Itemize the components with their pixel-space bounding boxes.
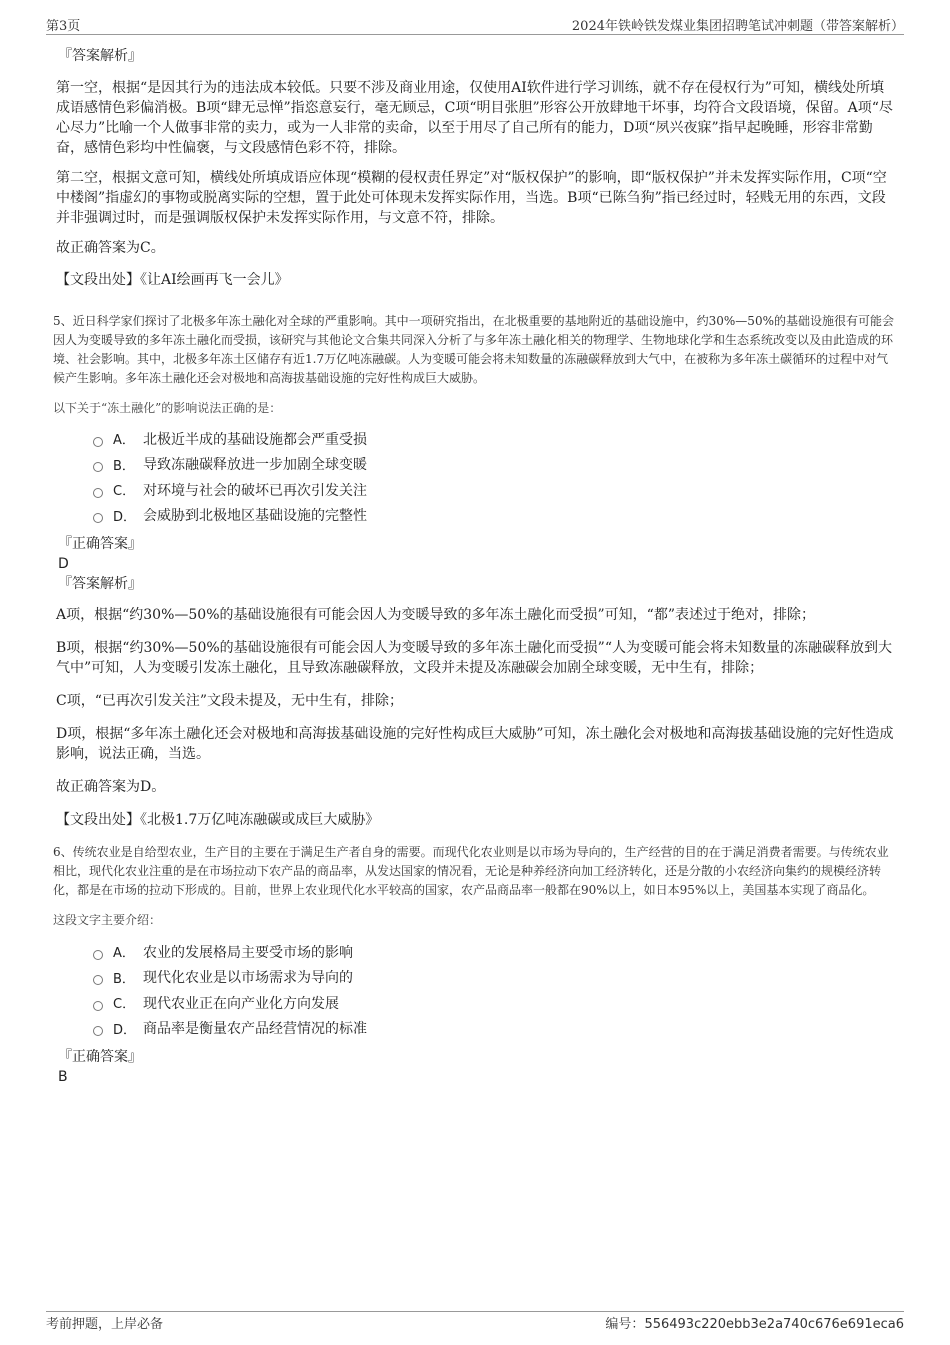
analysis-option-b: B项，根据“约30%—50%的基础设施很有可能会因人为变暖导致的多年冻土融化而受损”“人为变暖可能会将未知数量的冻融碳释放到大气中”可知，人为变暖引发冻土融化，且导致冻融碳释放，文段并未提及冻融碳会加剧全球变暖，无中生有，排除；	[56, 640, 892, 676]
analysis-conclusion: 故正确答案为D。	[56, 779, 166, 795]
option-letter: B．	[113, 971, 135, 987]
analysis-option-d: D项，根据“多年冻土融化还会对极地和高海拔基础设施的完好性构成巨大威胁”可知，冻土融化会对极地和高海拔基础设施的完好性造成影响，说法正确，当选。	[56, 726, 894, 762]
question-text: 6、传统农业是自给型农业，生产目的主要在于满足生产者自身的需要。而现代化农业则是以市场为导向的，生产经营的目的在于满足消费者需要。与传统农业相比，现代化农业注重的是在市场拉动下农产品的商品率，从发达国家的情况看，无论是种养经济向加工经济转化，还是分散的小农经济向集约的规模经济转化，都是在市场的拉动下形成的。目前，世界上农业现代化水平较高的国家，农产品商品率一般都在90%以上，如日本95%以上，美国基本实现了商品化。	[53, 845, 889, 897]
option-text: 农业的发展格局主要受市场的影响	[143, 944, 353, 961]
option-text: 商品率是衡量农产品经营情况的标准	[143, 1021, 367, 1038]
question-5	[53, 312, 899, 528]
question-6	[53, 843, 899, 1041]
radio-button[interactable]	[93, 513, 103, 523]
footer-slogan: 考前押题，上岸必备	[46, 1317, 164, 1332]
option-letter: D．	[113, 1022, 137, 1038]
option-b[interactable]	[53, 452, 899, 478]
document-code-value: 556493c220ebb3e2a740c676e691eca6	[644, 1317, 904, 1332]
question-prompt: 以下关于“冻土融化”的影响说法正确的是：	[53, 401, 282, 415]
analysis-conclusion: 故正确答案为C。	[56, 240, 165, 256]
option-text: 现代化农业是以市场需求为导向的	[143, 970, 353, 987]
option-letter: D．	[113, 509, 137, 525]
option-text: 现代农业正在向产业化方向发展	[143, 995, 339, 1012]
source-citation: 【文段出处】《让AI绘画再飞一会儿》	[56, 272, 289, 288]
radio-button[interactable]	[93, 1001, 103, 1011]
correct-answer: B	[58, 1069, 68, 1085]
option-text: 导致冻融碳释放进一步加剧全球变暖	[143, 457, 367, 474]
option-text: 北极近半成的基础设施都会严重受损	[143, 431, 367, 448]
option-list	[53, 939, 899, 1041]
page-number: 第3页	[46, 19, 81, 34]
document-title: 2024年铁岭铁发煤业集团招聘笔试冲刺题（带答案解析）	[571, 19, 904, 34]
option-list	[53, 426, 899, 528]
radio-button[interactable]	[93, 975, 103, 985]
radio-button[interactable]	[93, 1026, 103, 1036]
source-citation: 【文段出处】《北极1.7万亿吨冻融碳或成巨大威胁》	[56, 812, 380, 828]
option-d[interactable]	[53, 1016, 899, 1042]
radio-button[interactable]	[93, 437, 103, 447]
question-text: 5、近日科学家们探讨了北极多年冻土融化对全球的严重影响。其中一项研究指出，在北极重要的基地附近的基础设施中，约30%—50%的基础设施很有可能会因人为变暖导致的多年冻土融化而受损，该研究与其他论文合集共同深入分析了与多年冻土融化相关的物理学、生物地球化学和生态系统改变以及由此造成的环境、社会影响。其中，北极多年冻土区储存有近1.7万亿吨冻融碳。人为变暖可能会将未知数量的冻融碳释放到大气中，在被称为多年冻土碳循环的过程中对气候产生影响。多年冻土融化还会对极地和高海拔基础设施的完好性构成巨大威胁。	[53, 314, 894, 385]
analysis-paragraph-2: 第二空，根据文意可知，横线处所填成语应体现“模糊的侵权责任界定”对“版权保护”的影响，即“版权保护”并未发挥实际作用，C项“空中楼阁”指虚幻的事物或脱离实际的空想，置于此处可体现未发挥实际作用，当选。B项“已陈刍狗”指已经过时，轻贱无用的东西，文段并非强调过时，而是强调版权保护未发挥实际作用，与文意不符，排除。	[56, 170, 887, 226]
radio-button[interactable]	[93, 950, 103, 960]
option-letter: B．	[113, 458, 135, 474]
document-code-label: 编号：	[605, 1317, 645, 1332]
option-text: 会威胁到北极地区基础设施的完整性	[143, 508, 367, 525]
radio-button[interactable]	[93, 488, 103, 498]
option-d[interactable]	[53, 503, 899, 529]
option-a[interactable]	[53, 426, 899, 452]
correct-answer-label: 『正确答案』	[58, 1049, 142, 1065]
page-content	[53, 46, 896, 1087]
option-c[interactable]	[53, 477, 899, 503]
analysis-option-c: C项，“已再次引发关注”文段未提及，无中生有，排除；	[56, 693, 404, 709]
radio-button[interactable]	[93, 462, 103, 472]
question-prompt: 这段文字主要介绍：	[53, 913, 162, 927]
analysis-label: 『答案解析』	[58, 576, 142, 592]
option-letter: C．	[113, 484, 136, 500]
analysis-paragraph-1: 第一空，根据“是因其行为的违法成本较低。只要不涉及商业用途，仅使用AI软件进行学习训练，就不存在侵权行为”可知，横线处所填成语感情色彩偏消极。B项“肆无忌惮”指恣意妄行，毫无顾忌，C项“明目张胆”形容公开放肆地干坏事，均符合文段语境，保留。A项“尽心尽力”比喻一个人做事非常的卖力，或为一人非常的卖命，以至于用尽了自己所有的能力，D项“夙兴夜寐”指早起晚睡，形容非常勤奋，感情色彩均中性偏褒，与文段感情色彩不符，排除。	[56, 80, 893, 156]
header-divider	[46, 34, 904, 35]
option-b[interactable]	[53, 965, 899, 991]
option-text: 对环境与社会的破坏已再次引发关注	[143, 482, 367, 499]
option-letter: C．	[113, 997, 136, 1013]
analysis-label: 『答案解析』	[58, 48, 142, 64]
correct-answer-label: 『正确答案』	[58, 536, 142, 552]
option-a[interactable]	[53, 939, 899, 965]
option-c[interactable]	[53, 990, 899, 1016]
correct-answer: D	[58, 556, 69, 572]
footer-divider	[46, 1311, 904, 1312]
option-letter: A．	[113, 946, 135, 962]
analysis-option-a: A项，根据“约30%—50%的基础设施很有可能会因人为变暖导致的多年冻土融化而受损”可知，“都”表述过于绝对，排除；	[56, 607, 815, 623]
option-letter: A．	[113, 433, 135, 449]
document-code	[605, 1313, 904, 1332]
